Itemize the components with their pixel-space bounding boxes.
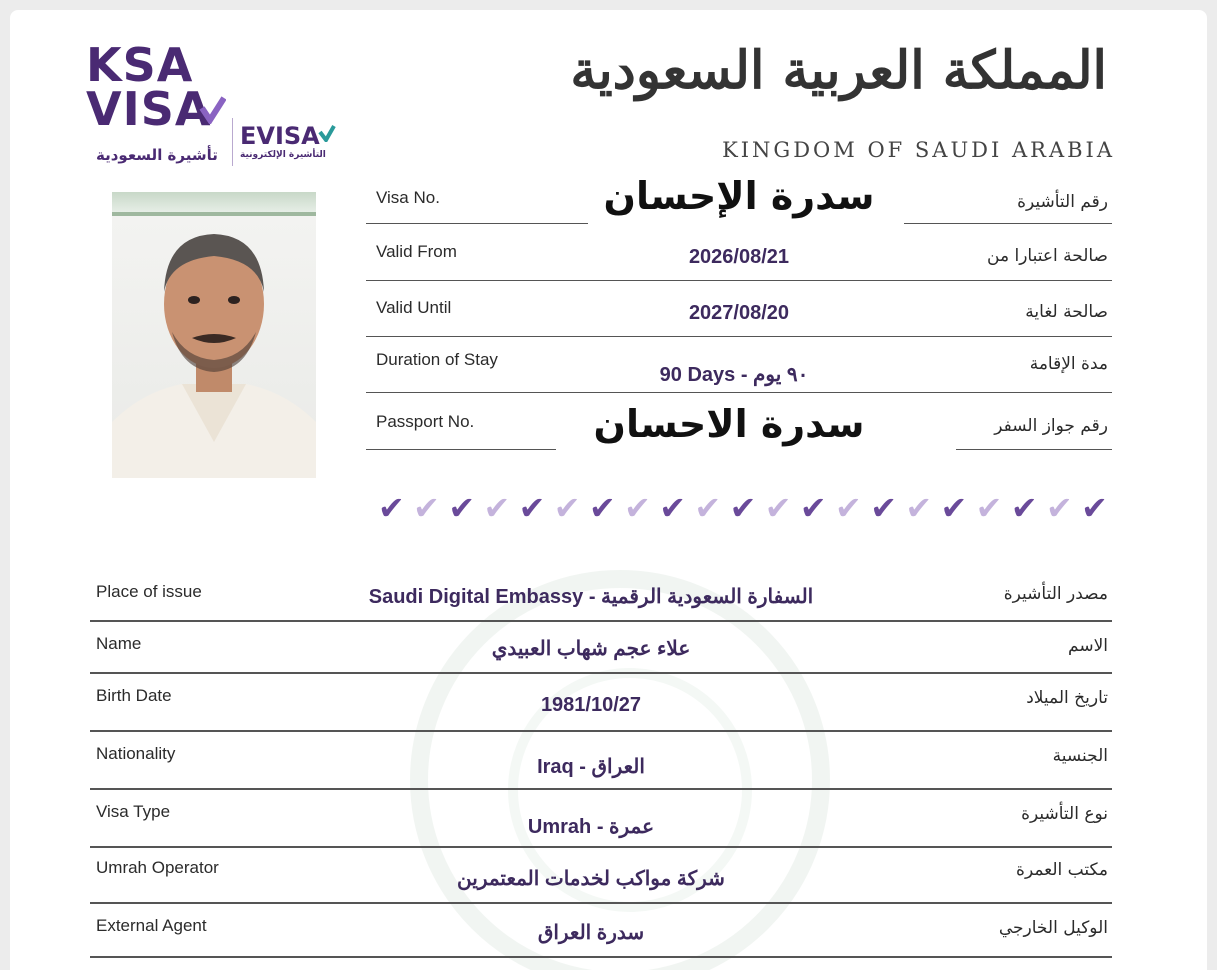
- check-icon: ✔: [1081, 489, 1108, 527]
- divider: [366, 392, 1112, 393]
- check-icon: ✔: [624, 489, 651, 527]
- field-label-en: Birth Date: [96, 686, 172, 705]
- field-label-ar: تاريخ الميلاد: [1026, 688, 1108, 708]
- field-external-agent: [90, 904, 1112, 956]
- valid-until-value: 2027/08/20: [688, 302, 790, 324]
- duration-value: 90 Days - ٩٠ يوم: [659, 364, 809, 386]
- field-label-ar: الجنسية: [1052, 746, 1108, 766]
- divider: [904, 223, 1112, 224]
- check-icon: ✔: [764, 489, 792, 527]
- field-valid-until: [366, 292, 1112, 340]
- field-label-ar: الاسم: [1068, 636, 1108, 656]
- ksa-logo-line2: VISA: [86, 82, 212, 136]
- field-label-en: Name: [96, 634, 142, 653]
- field-label-ar: رقم جواز السفر: [994, 416, 1108, 436]
- check-icon: ✔: [659, 489, 687, 527]
- umrah-operator-value: شركة مواكب لخدمات المعتمرين: [457, 868, 725, 890]
- check-icon: ✔: [905, 489, 933, 527]
- divider: [956, 449, 1112, 450]
- check-icon: ✔: [694, 489, 722, 527]
- ksa-logo-line1: KSA: [86, 38, 194, 92]
- visa-no-value: سدرة الإحسان: [603, 174, 875, 218]
- field-nationality: [90, 732, 1112, 784]
- check-icon: ✔: [799, 489, 827, 527]
- field-label-en: Valid From: [376, 242, 457, 261]
- evisa-logo: EVISA: [240, 122, 320, 150]
- person-icon: [112, 192, 316, 478]
- check-icon: ✔: [483, 489, 511, 527]
- field-label-ar: الوكيل الخارجي: [998, 918, 1108, 938]
- field-name: [90, 622, 1112, 674]
- field-label-ar: صالحة اعتبارا من: [987, 246, 1108, 266]
- field-label-en: Umrah Operator: [96, 858, 219, 877]
- check-icon: ✔: [553, 489, 581, 527]
- field-label-en: Nationality: [96, 744, 176, 763]
- check-icon: ✔: [1010, 489, 1038, 527]
- evisa-logo-arabic: التأشيرة الإلكترونية: [240, 150, 326, 160]
- field-place-of-issue: [90, 570, 1112, 622]
- check-icon: ✔: [1045, 489, 1073, 527]
- field-label-ar: نوع التأشيرة: [1021, 804, 1108, 824]
- check-icon: ✔: [835, 489, 862, 527]
- field-birth-date: [90, 674, 1112, 726]
- valid-from-value: 2026/08/21: [688, 246, 790, 268]
- field-label-en: External Agent: [96, 916, 207, 935]
- check-icon: ✔: [729, 489, 757, 527]
- field-visa-type: [90, 790, 1112, 842]
- field-duration: [366, 344, 1112, 392]
- field-label-ar: رقم التأشيرة: [1017, 192, 1108, 212]
- check-icon: [318, 124, 336, 142]
- check-icon: ✔: [448, 489, 476, 527]
- field-label-ar: مكتب العمرة: [1016, 860, 1108, 880]
- external-agent-value: سدرة العراق: [537, 922, 645, 944]
- field-label-en: Duration of Stay: [376, 350, 498, 369]
- place-of-issue-value: Saudi Digital Embassy - السفارة السعودية الرقمية: [368, 586, 814, 608]
- check-icon: [198, 96, 226, 124]
- ksa-logo-arabic: تأشيرة السعودية: [96, 146, 218, 164]
- check-icon: ✔: [870, 489, 897, 527]
- field-valid-from: [366, 236, 1112, 284]
- holder-photo: [112, 192, 316, 478]
- field-passport-no: [366, 402, 1112, 454]
- nationality-value: Iraq - العراق: [537, 756, 645, 778]
- visa-document: [10, 10, 1207, 970]
- field-label-en: Visa No.: [376, 188, 440, 207]
- check-icon: ✔: [518, 489, 546, 527]
- divider: [366, 223, 588, 224]
- passport-no-value: سدرة الاحسان: [593, 402, 865, 446]
- name-value: علاء عجم شهاب العبيدي: [491, 638, 691, 660]
- check-icon: ✔: [413, 489, 440, 527]
- divider: [366, 449, 556, 450]
- field-label-en: Place of issue: [96, 582, 202, 601]
- logo-divider: [232, 118, 233, 166]
- field-label-en: Visa Type: [96, 802, 171, 821]
- field-label-ar: مدة الإقامة: [1029, 354, 1108, 374]
- field-umrah-operator: [90, 846, 1112, 898]
- divider: [366, 280, 1112, 281]
- field-label-ar: صالحة لغاية: [1025, 302, 1108, 322]
- divider: [366, 336, 1112, 337]
- check-icon: ✔: [588, 489, 616, 527]
- checkmark-row: [378, 488, 1108, 528]
- field-label-en: Valid Until: [376, 298, 452, 317]
- kingdom-arabic-title: المملكة العربية السعودية: [570, 40, 1107, 101]
- kingdom-english-title: KINGDOM OF SAUDI ARABIA: [722, 138, 1115, 162]
- check-icon: ✔: [975, 489, 1003, 527]
- check-icon: ✔: [940, 489, 968, 527]
- birth-date-value: 1981/10/27: [540, 694, 642, 716]
- check-icon: ✔: [378, 489, 405, 527]
- visa-type-value: Umrah - عمرة: [527, 816, 655, 838]
- ksa-visa-logo: [86, 38, 346, 182]
- field-label-en: Passport No.: [376, 412, 475, 431]
- field-label-ar: مصدر التأشيرة: [1003, 584, 1108, 604]
